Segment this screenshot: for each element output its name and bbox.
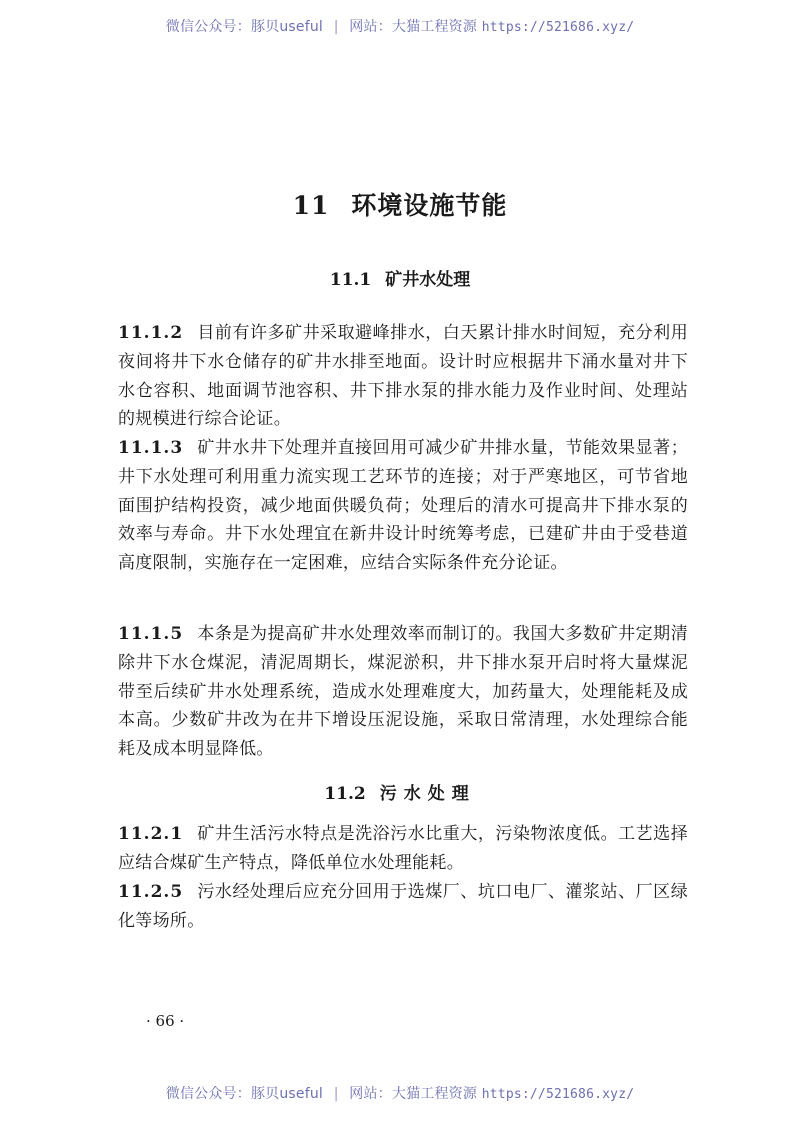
chapter-title bbox=[0, 186, 800, 222]
clause-11-1-5 bbox=[118, 620, 688, 764]
clause-number: 11.1.2 bbox=[118, 323, 184, 343]
clause-number: 11.1.3 bbox=[118, 438, 184, 458]
watermark-wechat: 微信公众号：豚贝useful bbox=[165, 19, 324, 35]
watermark-separator: | bbox=[333, 1086, 339, 1102]
clause-text: 矿井水井下处理并直接回用可减少矿井排水量，节能效果显著；井下水处理可利用重力流实现工艺环节的连接；对于严寒地区，可节省地面围护结构投资，减少地面供暖负荷；处理后的清水可提高井下排水泵的效率与寿命。井下水处理宜在新井设计时统筹考虑，已建矿井由于受巷道高度限制，实施存在一定困难，应结合实际条件充分论证。 bbox=[118, 438, 688, 574]
section-title-text: 矿井水处理 bbox=[385, 270, 471, 290]
clause-11-2-1 bbox=[118, 820, 688, 878]
clause-text: 污水经处理后应充分回用于选煤厂、坑口电厂、灌浆站、厂区绿化等场所。 bbox=[118, 882, 688, 931]
clause-text: 目前有许多矿井采取避峰排水，白天累计排水时间短，充分利用夜间将井下水仓储存的矿井水排至地面。设计时应根据井下涌水量对井下水仓容积、地面调节池容积、井下排水泵的排水能力及作业时间、处理站的规模进行综合论证。 bbox=[118, 323, 688, 430]
clause-text: 本条是为提高矿井水处理效率而制订的。我国大多数矿井定期清除井下水仓煤泥，清泥周期长，煤泥淤积，井下排水泵开启时将大量煤泥带至后续矿井水处理系统，造成水处理难度大，加药量大，处理能耗及成本高。少数矿井改为在井下增设压泥设施，采取日常清理，水处理综合能耗及成本明显降低。 bbox=[118, 624, 688, 760]
chapter-number: 11 bbox=[292, 191, 330, 220]
clause-11-1-3 bbox=[118, 434, 688, 578]
section-number: 11.1 bbox=[329, 270, 372, 290]
chapter-title-text: 环境设施节能 bbox=[351, 191, 508, 220]
watermark-site: 网站：大猫工程资源 bbox=[349, 1086, 478, 1102]
section-title-text: 污水处理 bbox=[379, 784, 476, 804]
section-title-11-2 bbox=[0, 779, 800, 804]
watermark-top bbox=[0, 16, 800, 36]
clause-number: 11.2.1 bbox=[118, 824, 184, 844]
clause-text: 矿井生活污水特点是洗浴污水比重大，污染物浓度低。工艺选择应结合煤矿生产特点，降低单位水处理能耗。 bbox=[118, 824, 688, 873]
watermark-url[interactable]: https://521686.xyz/ bbox=[481, 1087, 635, 1102]
watermark-url[interactable]: https://521686.xyz/ bbox=[481, 20, 635, 35]
section-title-11-1 bbox=[0, 265, 800, 290]
watermark-separator: | bbox=[333, 19, 339, 35]
page-number: · 66 · bbox=[146, 1012, 185, 1030]
clause-11-2-5 bbox=[118, 878, 688, 936]
clause-number: 11.2.5 bbox=[118, 882, 184, 902]
watermark-bottom bbox=[0, 1083, 800, 1103]
watermark-wechat: 微信公众号：豚贝useful bbox=[165, 1086, 324, 1102]
clause-11-1-2 bbox=[118, 319, 688, 434]
section-number: 11.2 bbox=[324, 784, 366, 804]
clause-number: 11.1.5 bbox=[118, 624, 184, 644]
watermark-site: 网站：大猫工程资源 bbox=[349, 19, 478, 35]
